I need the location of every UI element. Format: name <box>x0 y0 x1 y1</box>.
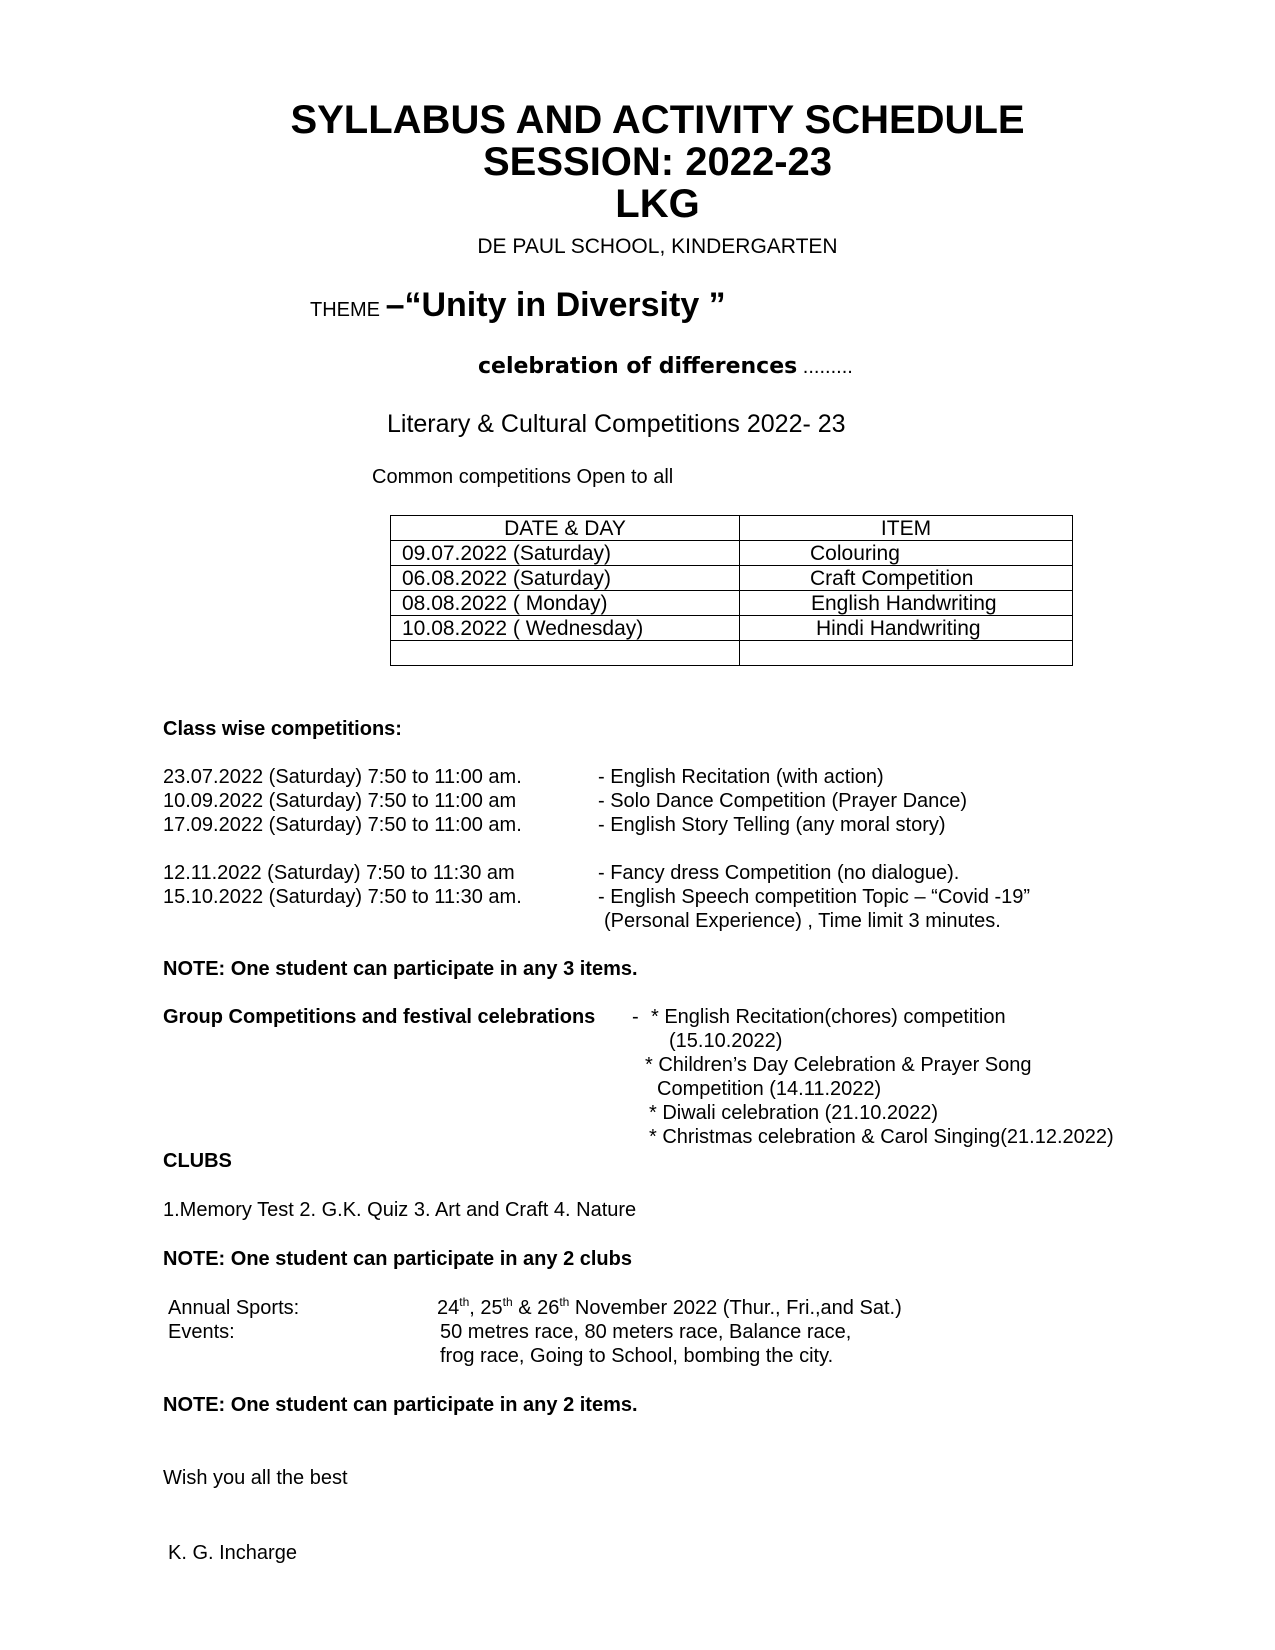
theme-quote: “Unity in Diversity ” <box>404 286 726 324</box>
clubs-heading: CLUBS <box>163 1150 232 1172</box>
table-cell-item <box>740 641 1073 666</box>
table-cell-item: Hindi Handwriting <box>740 616 1073 641</box>
theme-subtitle: celebration of differences <box>478 354 798 379</box>
sports-date-rest: November 2022 (Thur., Fri.,and Sat.) <box>569 1297 902 1319</box>
group-line: * Diwali celebration (21.10.2022) <box>649 1102 939 1124</box>
competitions-table <box>390 515 1073 666</box>
table-cell-item: English Handwriting <box>740 591 1073 616</box>
classwise-date: 17.09.2022 (Saturday) 7:50 to 11:00 am. <box>163 814 522 836</box>
classwise-event-continuation: (Personal Experience) , Time limit 3 minutes. <box>604 910 1001 932</box>
table-row <box>391 641 1073 666</box>
clubs-list: 1.Memory Test 2. G.K. Quiz 3. Art and Craft 4. Nature <box>163 1199 637 1221</box>
theme-line <box>310 286 726 325</box>
group-line: * English Recitation(chores) competition <box>651 1006 1006 1028</box>
group-line: Competition (14.11.2022) <box>657 1078 882 1100</box>
theme-label: THEME <box>310 299 386 321</box>
classwise-event: - English Speech competition Topic – “Covid -19” <box>598 886 1031 908</box>
title-line-2: SESSION: 2022-23 <box>482 140 833 184</box>
table-row <box>391 616 1073 641</box>
sports-events-line: 50 metres race, 80 meters race, Balance race, <box>440 1321 852 1343</box>
theme-dots: ......... <box>797 356 853 378</box>
literary-heading: Literary & Cultural Competitions 2022- 23 <box>387 410 846 438</box>
group-heading: Group Competitions and festival celebrations <box>163 1006 596 1028</box>
classwise-event: - Solo Dance Competition (Prayer Dance) <box>598 790 968 812</box>
classwise-event: - English Recitation (with action) <box>598 766 884 788</box>
literary-subheading: Common competitions Open to all <box>372 466 674 488</box>
sports-label: Annual Sports: <box>168 1297 300 1319</box>
table-cell-date: 09.07.2022 (Saturday) <box>391 541 740 566</box>
classwise-date: 23.07.2022 (Saturday) 7:50 to 11:00 am. <box>163 766 522 788</box>
school-name: DE PAUL SCHOOL, KINDERGARTEN <box>477 235 838 258</box>
table-cell-date: 08.08.2022 ( Monday) <box>391 591 740 616</box>
table-cell-date: 06.08.2022 (Saturday) <box>391 566 740 591</box>
title-line-3: LKG <box>615 182 700 226</box>
classwise-event: - English Story Telling (any moral story) <box>598 814 946 836</box>
classwise-date: 10.09.2022 (Saturday) 7:50 to 11:00 am <box>163 790 517 812</box>
table-row <box>391 591 1073 616</box>
sports-events-label: Events: <box>168 1321 235 1343</box>
classwise-note: NOTE: One student can participate in any 3 items. <box>163 958 638 980</box>
group-separator: - <box>632 1006 639 1028</box>
sports-day3: & 26 <box>512 1297 560 1319</box>
group-line: (15.10.2022) <box>669 1030 783 1052</box>
classwise-date: 15.10.2022 (Saturday) 7:50 to 11:30 am. <box>163 886 522 908</box>
classwise-heading: Class wise competitions: <box>163 718 402 740</box>
theme-subtitle-line <box>478 354 853 379</box>
table-row <box>391 566 1073 591</box>
theme-dash: – <box>385 286 405 324</box>
table-cell-date <box>391 641 740 666</box>
sports-day2-sup: th <box>502 1295 513 1309</box>
sports-day3-sup: th <box>559 1295 570 1309</box>
classwise-date: 12.11.2022 (Saturday) 7:50 to 11:30 am <box>163 862 515 884</box>
classwise-event: - Fancy dress Competition (no dialogue). <box>598 862 960 884</box>
clubs-note: NOTE: One student can participate in any 2 clubs <box>163 1248 632 1270</box>
table-header-row <box>391 516 1073 541</box>
table-cell-item: Craft Competition <box>740 566 1073 591</box>
sports-events-line: frog race, Going to School, bombing the city. <box>440 1345 834 1367</box>
sports-day1: 24 <box>437 1297 460 1319</box>
table-header-item: ITEM <box>740 516 1073 541</box>
signature: K. G. Incharge <box>168 1542 297 1564</box>
wish-text: Wish you all the best <box>163 1467 348 1489</box>
table-cell-date: 10.08.2022 ( Wednesday) <box>391 616 740 641</box>
table-header-date: DATE & DAY <box>391 516 740 541</box>
sports-day1-sup: th <box>459 1295 470 1309</box>
sports-note: NOTE: One student can participate in any 2 items. <box>163 1394 638 1416</box>
sports-day2: , 25 <box>469 1297 503 1319</box>
sports-dates <box>437 1297 902 1320</box>
title-line-1: SYLLABUS AND ACTIVITY SCHEDULE <box>290 98 1025 142</box>
table-cell-item: Colouring <box>740 541 1073 566</box>
group-line: * Christmas celebration & Carol Singing(21.12.2022) <box>649 1126 1114 1148</box>
group-line: * Children’s Day Celebration & Prayer Song <box>645 1054 1032 1076</box>
table-row <box>391 541 1073 566</box>
